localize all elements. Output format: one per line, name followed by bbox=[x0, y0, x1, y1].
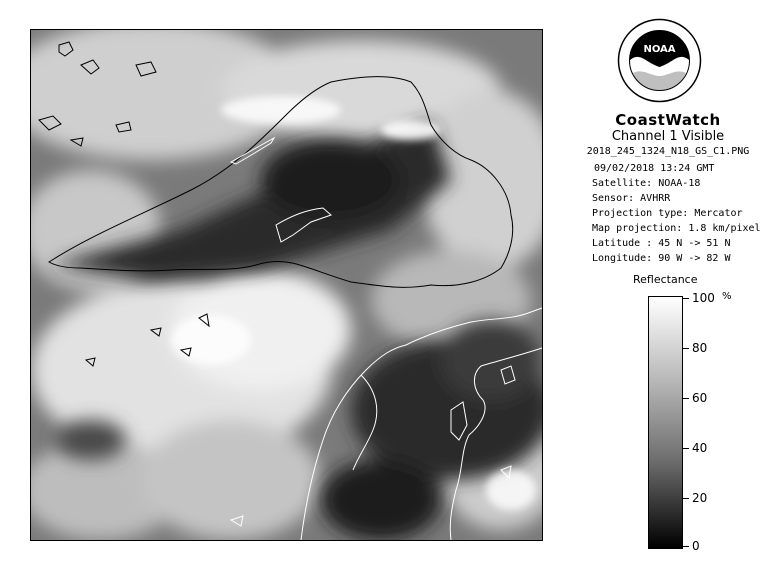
longitude-range: Longitude: 90 W -> 82 W bbox=[592, 253, 731, 264]
satellite-name: Satellite: NOAA-18 bbox=[592, 178, 701, 189]
channel-label: Channel 1 Visible bbox=[611, 129, 725, 144]
scale-label-0: 0 bbox=[692, 539, 700, 553]
scale-label-60: 60 bbox=[692, 391, 708, 405]
scale-label-40: 40 bbox=[692, 441, 708, 455]
scale-label-20: 20 bbox=[692, 491, 708, 505]
scale-tick bbox=[683, 298, 689, 299]
scale-tick bbox=[683, 448, 689, 449]
scale-label-80: 80 bbox=[692, 341, 708, 355]
scale-unit: % bbox=[722, 291, 732, 302]
latitude-range: Latitude : 45 N -> 51 N bbox=[592, 238, 731, 249]
scale-tick bbox=[683, 546, 689, 547]
scale-title: Reflectance bbox=[633, 273, 698, 286]
sensor-name: Sensor: AVHRR bbox=[592, 193, 671, 204]
satellite-image bbox=[30, 29, 543, 541]
reflectance-colorbar bbox=[648, 296, 683, 549]
logo-text: NOAA bbox=[643, 44, 676, 55]
scale-tick bbox=[683, 348, 689, 349]
satellite-imagery bbox=[31, 30, 542, 540]
file-name: 2018_245_1324_N18_GS_C1.PNG bbox=[586, 146, 750, 157]
scale-tick bbox=[683, 398, 689, 399]
projection-type: Projection type: Mercator bbox=[592, 208, 743, 219]
product-title: CoastWatch bbox=[615, 111, 721, 129]
map-projection: Map projection: 1.8 km/pixel bbox=[592, 223, 761, 234]
scale-tick bbox=[683, 498, 689, 499]
noaa-logo bbox=[617, 18, 702, 103]
scale-label-100: 100 bbox=[692, 291, 715, 305]
acquisition-datetime: 09/02/2018 13:24 GMT bbox=[594, 163, 715, 174]
